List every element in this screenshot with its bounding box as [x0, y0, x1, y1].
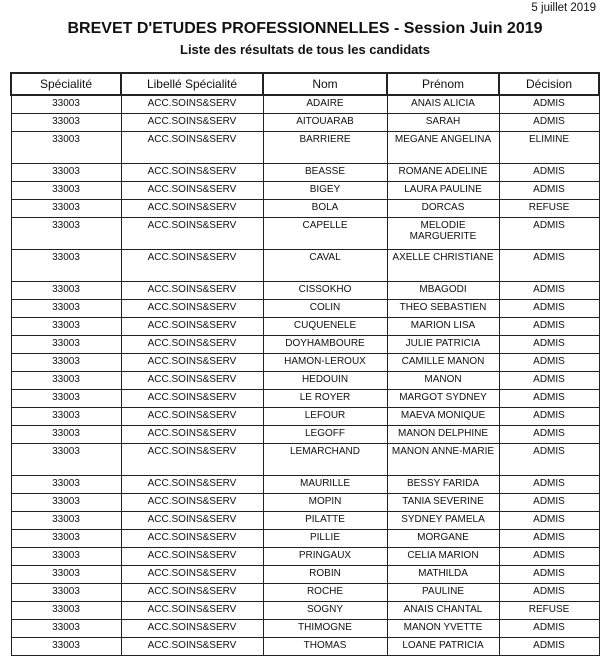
cell-nom: PILATTE [263, 512, 387, 530]
document-subtitle: Liste des résultats de tous les candidats [180, 42, 430, 57]
cell-libelle: ACC.SOINS&SERV [121, 218, 263, 250]
cell-libelle: ACC.SOINS&SERV [121, 444, 263, 476]
column-header-libelle: Libellé Spécialité [121, 73, 263, 95]
cell-libelle: ACC.SOINS&SERV [121, 300, 263, 318]
cell-libelle: ACC.SOINS&SERV [121, 494, 263, 512]
cell-specialite: 33003 [11, 444, 121, 476]
cell-nom: BEASSE [263, 164, 387, 182]
cell-prenom: MANON YVETTE [387, 620, 499, 638]
cell-specialite: 33003 [11, 566, 121, 584]
cell-prenom: ANAIS CHANTAL [387, 602, 499, 620]
cell-libelle: ACC.SOINS&SERV [121, 530, 263, 548]
cell-libelle: ACC.SOINS&SERV [121, 132, 263, 164]
table-row [11, 408, 599, 426]
cell-nom: BOLA [263, 200, 387, 218]
cell-prenom: MATHILDA [387, 566, 499, 584]
cell-libelle: ACC.SOINS&SERV [121, 602, 263, 620]
column-header-specialite: Spécialité [11, 73, 121, 95]
cell-specialite: 33003 [11, 132, 121, 164]
cell-nom: PILLIE [263, 530, 387, 548]
cell-nom: AITOUARAB [263, 114, 387, 132]
table-row [11, 602, 599, 620]
cell-nom: ADAIRE [263, 95, 387, 114]
cell-specialite: 33003 [11, 638, 121, 656]
cell-decision: ADMIS [499, 164, 599, 182]
table-row [11, 218, 599, 250]
cell-prenom: MANON DELPHINE [387, 426, 499, 444]
cell-decision: ADMIS [499, 300, 599, 318]
cell-specialite: 33003 [11, 530, 121, 548]
cell-prenom: MARGOT SYDNEY [387, 390, 499, 408]
cell-libelle: ACC.SOINS&SERV [121, 114, 263, 132]
table-body [11, 95, 599, 656]
table-row [11, 200, 599, 218]
cell-decision: ADMIS [499, 372, 599, 390]
cell-nom: MAURILLE [263, 476, 387, 494]
cell-libelle: ACC.SOINS&SERV [121, 620, 263, 638]
column-header-prenom: Prénom [387, 73, 499, 95]
cell-decision: ADMIS [499, 95, 599, 114]
cell-decision: ADMIS [499, 408, 599, 426]
cell-nom: LEGOFF [263, 426, 387, 444]
cell-prenom: MELODIE MARGUERITE [387, 218, 499, 250]
table-row [11, 372, 599, 390]
cell-libelle: ACC.SOINS&SERV [121, 354, 263, 372]
cell-libelle: ACC.SOINS&SERV [121, 200, 263, 218]
cell-libelle: ACC.SOINS&SERV [121, 638, 263, 656]
document-title: BREVET D'ETUDES PROFESSIONNELLES - Session Juin 2019 [67, 20, 543, 37]
cell-specialite: 33003 [11, 390, 121, 408]
cell-specialite: 33003 [11, 282, 121, 300]
cell-decision: REFUSE [499, 602, 599, 620]
cell-decision: ADMIS [499, 548, 599, 566]
table-row [11, 548, 599, 566]
cell-libelle: ACC.SOINS&SERV [121, 476, 263, 494]
cell-nom: BIGEY [263, 182, 387, 200]
table-header-row [11, 73, 599, 95]
table-row [11, 282, 599, 300]
table-row [11, 512, 599, 530]
cell-prenom: CELIA MARION [387, 548, 499, 566]
table-row [11, 250, 599, 282]
cell-nom: CAPELLE [263, 218, 387, 250]
cell-specialite: 33003 [11, 584, 121, 602]
cell-decision: ADMIS [499, 250, 599, 282]
cell-libelle: ACC.SOINS&SERV [121, 548, 263, 566]
cell-decision: ADMIS [499, 426, 599, 444]
cell-libelle: ACC.SOINS&SERV [121, 372, 263, 390]
cell-prenom: JULIE PATRICIA [387, 336, 499, 354]
cell-decision: ELIMINE [499, 132, 599, 164]
cell-decision: ADMIS [499, 114, 599, 132]
table-row [11, 336, 599, 354]
column-header-decision: Décision [499, 73, 599, 95]
cell-nom: LE ROYER [263, 390, 387, 408]
cell-specialite: 33003 [11, 164, 121, 182]
cell-prenom: PAULINE [387, 584, 499, 602]
cell-specialite: 33003 [11, 95, 121, 114]
cell-libelle: ACC.SOINS&SERV [121, 426, 263, 444]
cell-decision: ADMIS [499, 444, 599, 476]
cell-libelle: ACC.SOINS&SERV [121, 512, 263, 530]
cell-decision: ADMIS [499, 354, 599, 372]
cell-nom: DOYHAMBOURE [263, 336, 387, 354]
cell-decision: ADMIS [499, 282, 599, 300]
cell-specialite: 33003 [11, 114, 121, 132]
cell-nom: THOMAS [263, 638, 387, 656]
cell-prenom: TANIA SEVERINE [387, 494, 499, 512]
table-row [11, 354, 599, 372]
cell-prenom: ROMANE ADELINE [387, 164, 499, 182]
cell-decision: ADMIS [499, 494, 599, 512]
cell-nom: ROBIN [263, 566, 387, 584]
cell-specialite: 33003 [11, 318, 121, 336]
cell-specialite: 33003 [11, 494, 121, 512]
cell-nom: MOPIN [263, 494, 387, 512]
cell-specialite: 33003 [11, 548, 121, 566]
column-header-nom: Nom [263, 73, 387, 95]
cell-specialite: 33003 [11, 408, 121, 426]
cell-specialite: 33003 [11, 250, 121, 282]
cell-specialite: 33003 [11, 354, 121, 372]
cell-prenom: MARION LISA [387, 318, 499, 336]
table-row [11, 318, 599, 336]
cell-prenom: MANON ANNE-MARIE [387, 444, 499, 476]
cell-nom: COLIN [263, 300, 387, 318]
table-row [11, 476, 599, 494]
cell-prenom: MANON [387, 372, 499, 390]
cell-specialite: 33003 [11, 300, 121, 318]
cell-prenom: MAEVA MONIQUE [387, 408, 499, 426]
cell-libelle: ACC.SOINS&SERV [121, 336, 263, 354]
cell-libelle: ACC.SOINS&SERV [121, 584, 263, 602]
cell-specialite: 33003 [11, 336, 121, 354]
table-row [11, 182, 599, 200]
cell-nom: PRINGAUX [263, 548, 387, 566]
table-row [11, 566, 599, 584]
cell-libelle: ACC.SOINS&SERV [121, 95, 263, 114]
cell-specialite: 33003 [11, 476, 121, 494]
cell-decision: ADMIS [499, 390, 599, 408]
table-row [11, 444, 599, 476]
cell-decision: ADMIS [499, 566, 599, 584]
cell-prenom: SYDNEY PAMELA [387, 512, 499, 530]
cell-nom: BARRIERE [263, 132, 387, 164]
cell-nom: ROCHE [263, 584, 387, 602]
table-row [11, 164, 599, 182]
cell-libelle: ACC.SOINS&SERV [121, 390, 263, 408]
table-row [11, 132, 599, 164]
table-row [11, 95, 599, 114]
cell-nom: CAVAL [263, 250, 387, 282]
table-row [11, 114, 599, 132]
cell-prenom: DORCAS [387, 200, 499, 218]
cell-prenom: AXELLE CHRISTIANE [387, 250, 499, 282]
cell-prenom: LAURA PAULINE [387, 182, 499, 200]
cell-prenom: SARAH [387, 114, 499, 132]
cell-specialite: 33003 [11, 602, 121, 620]
cell-prenom: CAMILLE MANON [387, 354, 499, 372]
table-row [11, 530, 599, 548]
cell-nom: CUQUENELE [263, 318, 387, 336]
document-date: 5 juillet 2019 [531, 2, 596, 14]
cell-nom: THIMOGNE [263, 620, 387, 638]
cell-nom: SOGNY [263, 602, 387, 620]
cell-libelle: ACC.SOINS&SERV [121, 250, 263, 282]
cell-libelle: ACC.SOINS&SERV [121, 164, 263, 182]
cell-prenom: THEO SEBASTIEN [387, 300, 499, 318]
cell-libelle: ACC.SOINS&SERV [121, 566, 263, 584]
cell-libelle: ACC.SOINS&SERV [121, 182, 263, 200]
results-table [10, 72, 600, 656]
cell-decision: ADMIS [499, 336, 599, 354]
cell-decision: REFUSE [499, 200, 599, 218]
cell-prenom: LOANE PATRICIA [387, 638, 499, 656]
cell-prenom: BESSY FARIDA [387, 476, 499, 494]
cell-decision: ADMIS [499, 530, 599, 548]
table-row [11, 300, 599, 318]
cell-specialite: 33003 [11, 512, 121, 530]
cell-decision: ADMIS [499, 512, 599, 530]
table-row [11, 494, 599, 512]
cell-decision: ADMIS [499, 584, 599, 602]
cell-specialite: 33003 [11, 620, 121, 638]
cell-libelle: ACC.SOINS&SERV [121, 282, 263, 300]
cell-decision: ADMIS [499, 638, 599, 656]
cell-libelle: ACC.SOINS&SERV [121, 318, 263, 336]
cell-decision: ADMIS [499, 182, 599, 200]
cell-specialite: 33003 [11, 426, 121, 444]
cell-specialite: 33003 [11, 200, 121, 218]
table-row [11, 426, 599, 444]
cell-decision: ADMIS [499, 218, 599, 250]
cell-prenom: MORGANE [387, 530, 499, 548]
cell-prenom: MEGANE ANGELINA [387, 132, 499, 164]
cell-nom: HAMON-LEROUX [263, 354, 387, 372]
table-row [11, 620, 599, 638]
cell-nom: CISSOKHO [263, 282, 387, 300]
cell-decision: ADMIS [499, 476, 599, 494]
cell-prenom: MBAGODI [387, 282, 499, 300]
table-row [11, 584, 599, 602]
cell-libelle: ACC.SOINS&SERV [121, 408, 263, 426]
cell-specialite: 33003 [11, 372, 121, 390]
cell-nom: HEDOUIN [263, 372, 387, 390]
table-row [11, 638, 599, 656]
cell-specialite: 33003 [11, 182, 121, 200]
cell-decision: ADMIS [499, 620, 599, 638]
cell-nom: LEMARCHAND [263, 444, 387, 476]
cell-nom: LEFOUR [263, 408, 387, 426]
cell-decision: ADMIS [499, 318, 599, 336]
table-row [11, 390, 599, 408]
cell-specialite: 33003 [11, 218, 121, 250]
cell-prenom: ANAIS ALICIA [387, 95, 499, 114]
